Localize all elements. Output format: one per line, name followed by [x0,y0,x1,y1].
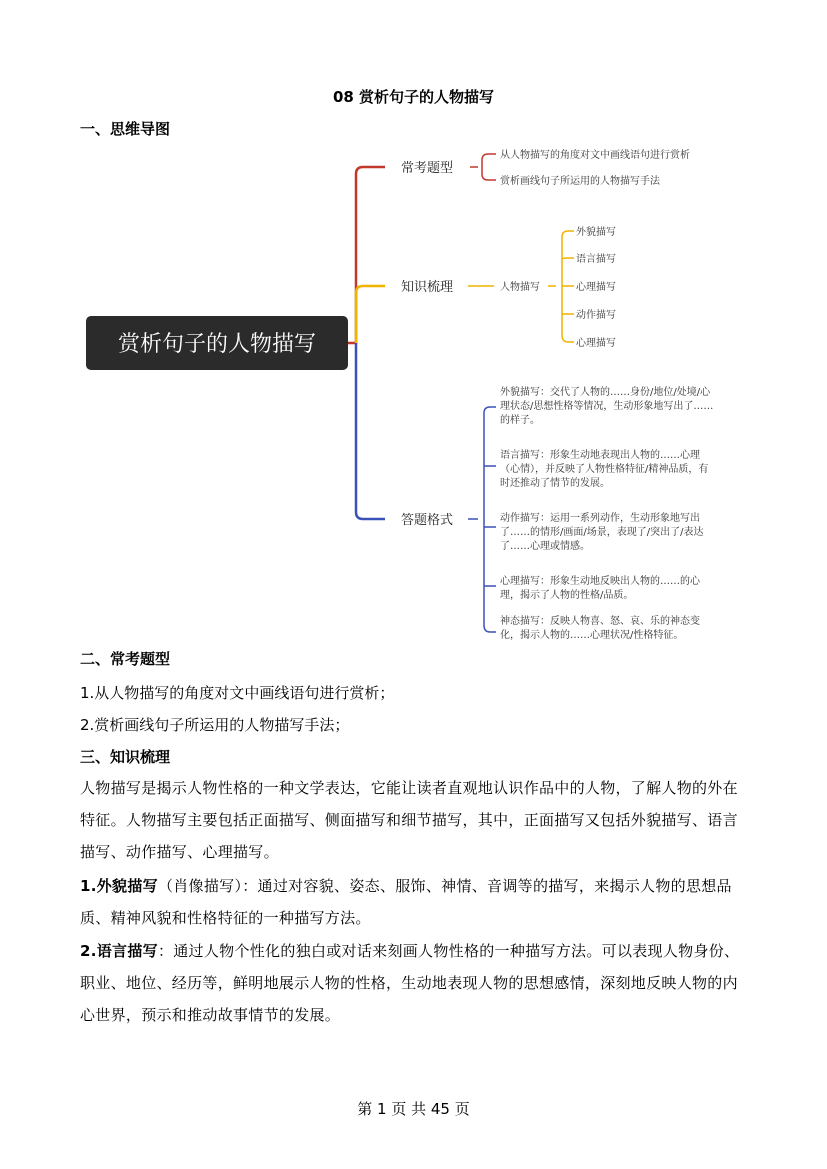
paragraph-body: ：通过对容貌、姿态、服饰、神情、音调等的描写，来揭示人物的思想品质、精神风貌和性格特征的一种描写方法。 [80,877,732,927]
paragraph-lead: 2.语言描写 [80,942,158,960]
section-heading-knowledge: 三、知识梳理 [80,748,171,766]
answer-format-line: 语言描写：形象生动地表现出人物的……心理 [500,450,700,461]
answer-format-line: 时还推动了情节的发展。 [500,478,610,489]
page-title: 08 赏析句子的人物描写 [332,88,495,106]
page-footer: 第 1 页 共 45 页 [357,1100,470,1118]
answer-format-line: 理状态/思想性格等情况，生动形象地写出了…… [500,401,714,412]
branch-line-yellow [356,286,385,343]
answer-format-line: （心情），并反映了人物性格特征/精神品质，有 [500,464,709,475]
paragraph-appearance [80,870,750,934]
question-type-line: 2.赏析画线句子所运用的人物描写手法； [80,716,350,734]
knowledge-item: 心理描写 [576,338,616,349]
answer-format-line: 理，揭示了人物的性格/品质。 [500,590,634,601]
mindmap-root-label: 赏析句子的人物描写 [117,332,317,357]
paragraph-speech [80,935,750,1031]
branch-line-red [348,167,385,343]
paragraph-paren: （肖像描写） [157,877,243,895]
answer-format-line: 化，揭示人物的……心理状况/性格特征。 [500,630,684,641]
answer-format-line: 外貌描写：交代了人物的……身份/地位/处境/心 [500,387,711,398]
branch-label-knowledge: 知识梳理 [401,280,454,295]
knowledge-connector [548,231,574,342]
answer-format-line: 心理描写：形象生动地反映出人物的……的心 [500,576,700,587]
section-heading-question-types: 二、常考题型 [80,650,171,668]
paragraph-lead: 1.外貌描写 [80,877,158,895]
answer-format-line: 了……心理或情感。 [500,541,590,552]
question-type-item: 从人物描写的角度对文中画线语句进行赏析 [500,150,690,161]
section-heading-mindmap: 一、思维导图 [80,120,171,138]
branch-label-answer-format: 答题格式 [401,513,454,528]
answer-format-line: 了……的情形/画面/场景，表现了/突出了/表达 [500,527,704,538]
question-type-line: 1.从人物描写的角度对文中画线语句进行赏析； [80,684,395,702]
knowledge-item: 动作描写 [576,310,616,321]
knowledge-item: 外貌描写 [576,227,616,238]
knowledge-item: 心理描写 [576,282,616,293]
branch-connector-red [470,154,496,180]
knowledge-sub-label: 人物描写 [500,282,540,293]
paragraph-intro: 人物描写是揭示人物性格的一种文学表达，它能让读者直观地认识作品中的人物，了解人物的外在特征。人物描写主要包括正面描写、侧面描写和细节描写，其中，正面描写又包括外貌描写、语言描写、动作描写、心理描写。 [80,779,738,861]
paragraph-body: ：通过人物个性化的独白或对话来刻画人物性格的一种描写方法。可以表现人物身份、职业、地位、经历等，鲜明地展示人物的性格，生动地表现人物的思想感情，深刻地反映人物的内心世界，预示和推动故事情节的发展。 [80,942,740,1024]
branch-label-question-types: 常考题型 [401,161,454,176]
knowledge-item: 语言描写 [576,254,616,265]
question-type-item: 赏析画线句子所运用的人物描写手法 [500,176,660,187]
answer-format-line: 动作描写：运用一系列动作，生动形象地写出 [500,513,700,524]
answer-format-line: 神态描写：反映人物喜、怒、哀、乐的神态变 [500,616,700,627]
branch-line-blue [356,343,385,519]
answer-format-line: 的样子。 [500,415,540,426]
answer-format-connector [468,407,496,632]
